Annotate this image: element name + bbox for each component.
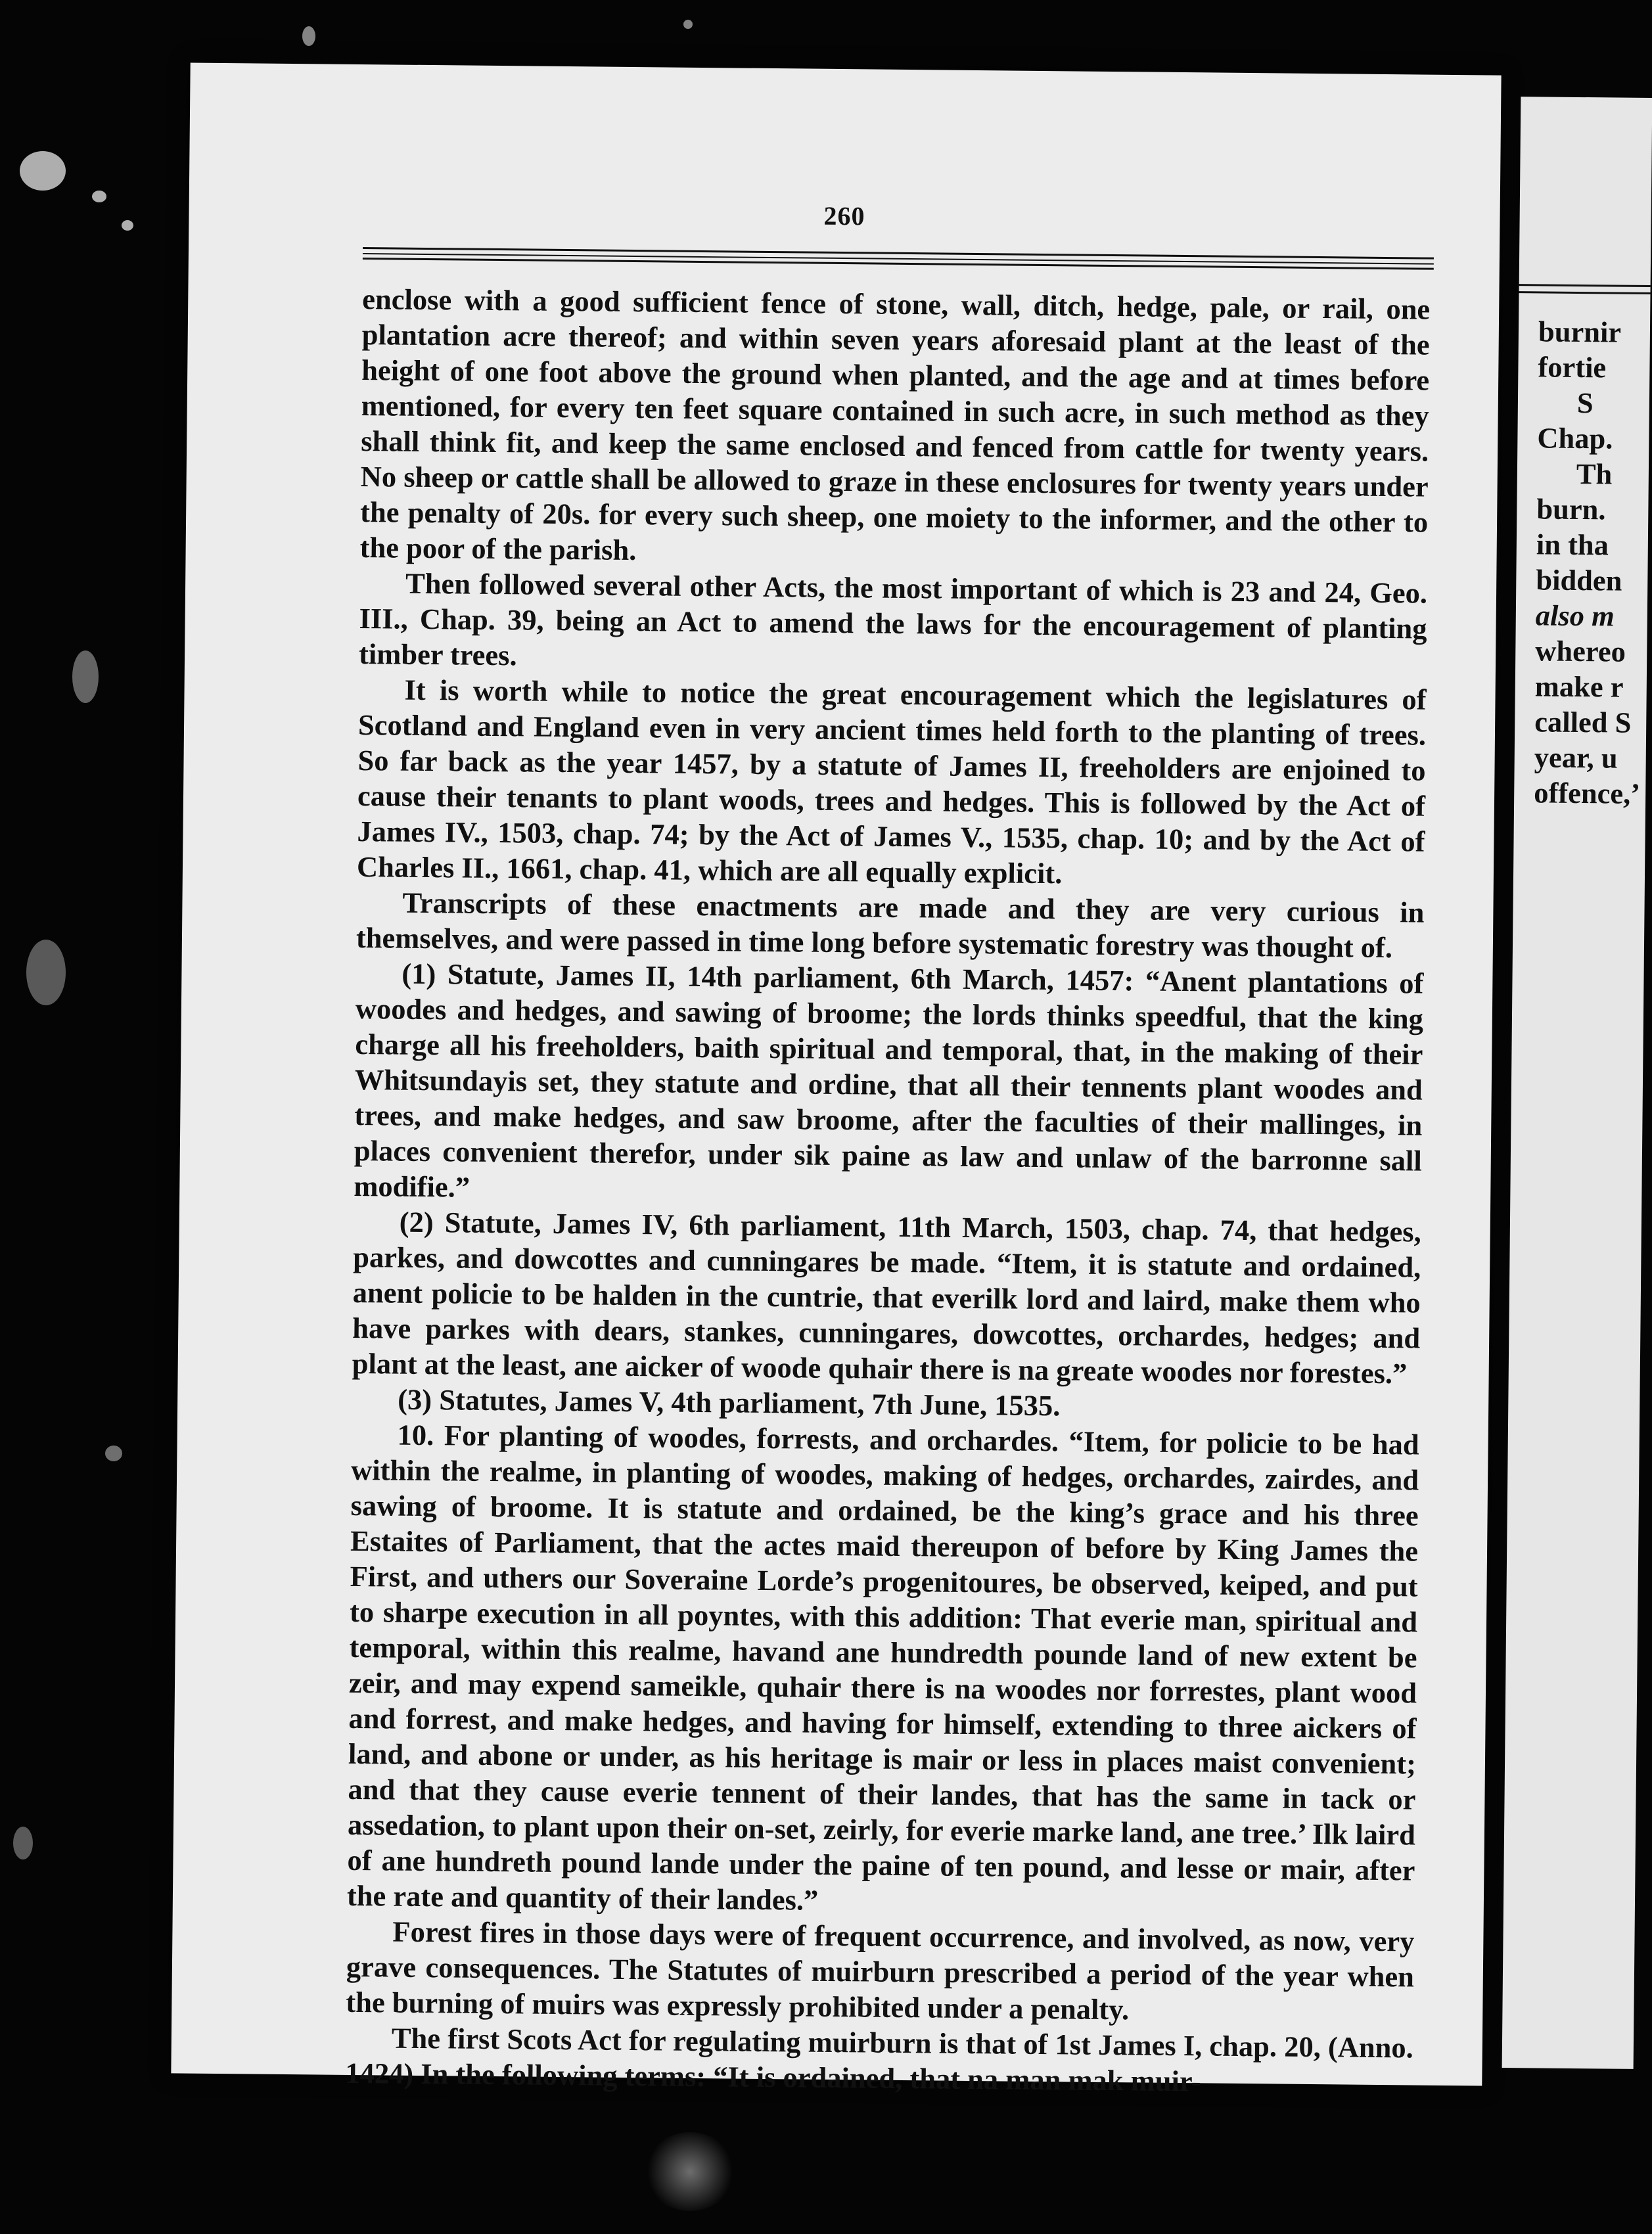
facing-line: Chap.: [1537, 421, 1613, 455]
scan-debris: [122, 220, 133, 231]
paragraph: It is worth while to notice the great encouragement which the legislatures of Scotland and England even in very ancient times held forth to the planting of trees. So far back as the year 1457, by a statute of James II, freeholders are enjoined to cause their tenants to plant woods, trees and hedges. This is followed by the Act of James IV., 1503, chap. 74; by the Act of James V., 1535, chap. 10; and by the Act of Charles II., 1661, chap. 41, which are all equally explicit.: [356, 673, 1427, 890]
paragraph: (1) Statute, James II, 14th parliament, 6th March, 1457: “Anent plantations of woodes and hedges, and sawing of broome; the lords thinks speedful, that the king charge all his freeholders, baith spiritual and temporal, that, in the making of their Whitsundayis set, they statute and ordine, that all their tennents plant woodes and trees, and make hedges, and saw broome, after the faculties of their mallinges, in places convenient therefor, under sik paine as law and unlaw of the barronne sall modifie.”: [354, 957, 1424, 1204]
paragraph: enclose with a good sufficient fence of stone, wall, ditch, hedge, pale, or rail, one plantation acre thereof; and within seven years aforesaid plant at the least of the height of one foot above the ground when planted, and the age and at times before mentioned, for every ten feet square contained in such acre, in such method as they shall think fit, and keep the same enclosed and fenced from cattle for twenty years. No sheep or cattle shall be allowed to graze in these enclosures for twenty years under the penalty of 20s. for every such sheep, one moiety to the informer, and the other to the poor of the parish.: [359, 283, 1431, 567]
page-number: 260: [823, 200, 865, 231]
page-body: [345, 281, 1430, 2101]
paragraph: Forest fires in those days were of frequent occurrence, and involved, as now, very grave consequences. The Statutes of muirburn prescribed a period of the year when the burning of muirs was expressly prohibited under a penalty.: [346, 1915, 1415, 2026]
scan-debris: [683, 20, 693, 29]
facing-line: Th: [1576, 457, 1613, 491]
paragraph: Transcripts of these enactments are made and they are very curious in themselves, and were passed in time long before systematic forestry was thought of.: [356, 886, 1425, 965]
scan-debris: [26, 940, 66, 1005]
facing-line: year, u: [1534, 741, 1618, 775]
header-rule: [1519, 291, 1651, 294]
facing-line: bidden: [1536, 563, 1622, 597]
scanned-page: [171, 62, 1501, 2098]
scan-debris: [92, 191, 106, 202]
paragraph: 10. For planting of woodes, forrests, and orchardes. “Item, for policie to be had within the realme, in planting of woodes, making of hedges, orchardes, zairdes, and sawing of broome. It is statute and ordained, be the king’s grace and his three Estaites of Parliament, that the actes maid thereupon of before by King James the First, and uthers our Soveraine Lorde’s progenitoures, be observed, keiped, and put to sharpe execution in all poyntes, with this addition: That everie man, spiritual and temporal, within this realme, havand ane hundredth pounde land of new extent be zeir, and may expend sameikle, quhair there is na woodes nor forrestes, plant wood and forrest, and make hedges, and having for himself, extending to three aickers of land, and abone or under, as his heritage is mair or less in places maist convenient; and that they cause everie tennent of their landes, that has the same in tack or assedation, to plant upon their on-set, zeirly, for everie marke land, ane tree.’ Ilk laird of ane hundreth pound lande under the paine of ten pound, and lesse or mair, after the rate and quantity of their landes.”: [346, 1418, 1419, 1917]
scan-debris: [20, 151, 66, 191]
facing-line: also m: [1535, 599, 1615, 633]
facing-line: called S: [1534, 705, 1632, 739]
paragraph: Then followed several other Acts, the most important of which is 23 and 24, Geo. III., Chap. 39, being an Act to amend the laws for the encouragement of planting timber trees.: [358, 566, 1428, 672]
header-rule: [1519, 284, 1651, 287]
facing-line: burn.: [1536, 492, 1606, 526]
facing-line: in tha: [1536, 528, 1609, 562]
scan-stain: [644, 2132, 736, 2211]
facing-line: whereo: [1535, 634, 1626, 668]
facing-line: S: [1576, 386, 1594, 420]
paragraph: The first Scots Act for regulating muirburn is that of 1st James I, chap. 20, (Anno. 1424) In the following terms: “It is ordained, that na man mak muir-: [345, 2021, 1414, 2098]
facing-page: [1502, 97, 1652, 2069]
scan-debris: [72, 650, 99, 703]
paragraph: (3) Statutes, James V, 4th parliament, 7th June, 1535.: [397, 1382, 1061, 1423]
facing-line: burnir: [1538, 315, 1622, 349]
scan-debris: [13, 1827, 33, 1859]
paragraph: (2) Statute, James IV, 6th parliament, 11th March, 1503, chap. 74, that hedges, parkes, and dowcottes and cunningares be made. “Item, it is statute and ordained, anent policie to be halden in the cuntrie, that everilk lord and laird, make them who have parkes with dears, stankes, cunningares, dowcottes, orchardes, hedges; and plant at the least, ane aicker of woode quhair there is na greate woodes nor forestes.”: [352, 1205, 1421, 1390]
facing-page-text: [1534, 313, 1645, 811]
facing-line: make r: [1534, 670, 1624, 704]
facing-line: fortie: [1538, 350, 1607, 384]
scan-debris: [302, 26, 315, 46]
facing-line: offence,’: [1533, 776, 1641, 810]
scan-debris: [105, 1446, 122, 1461]
